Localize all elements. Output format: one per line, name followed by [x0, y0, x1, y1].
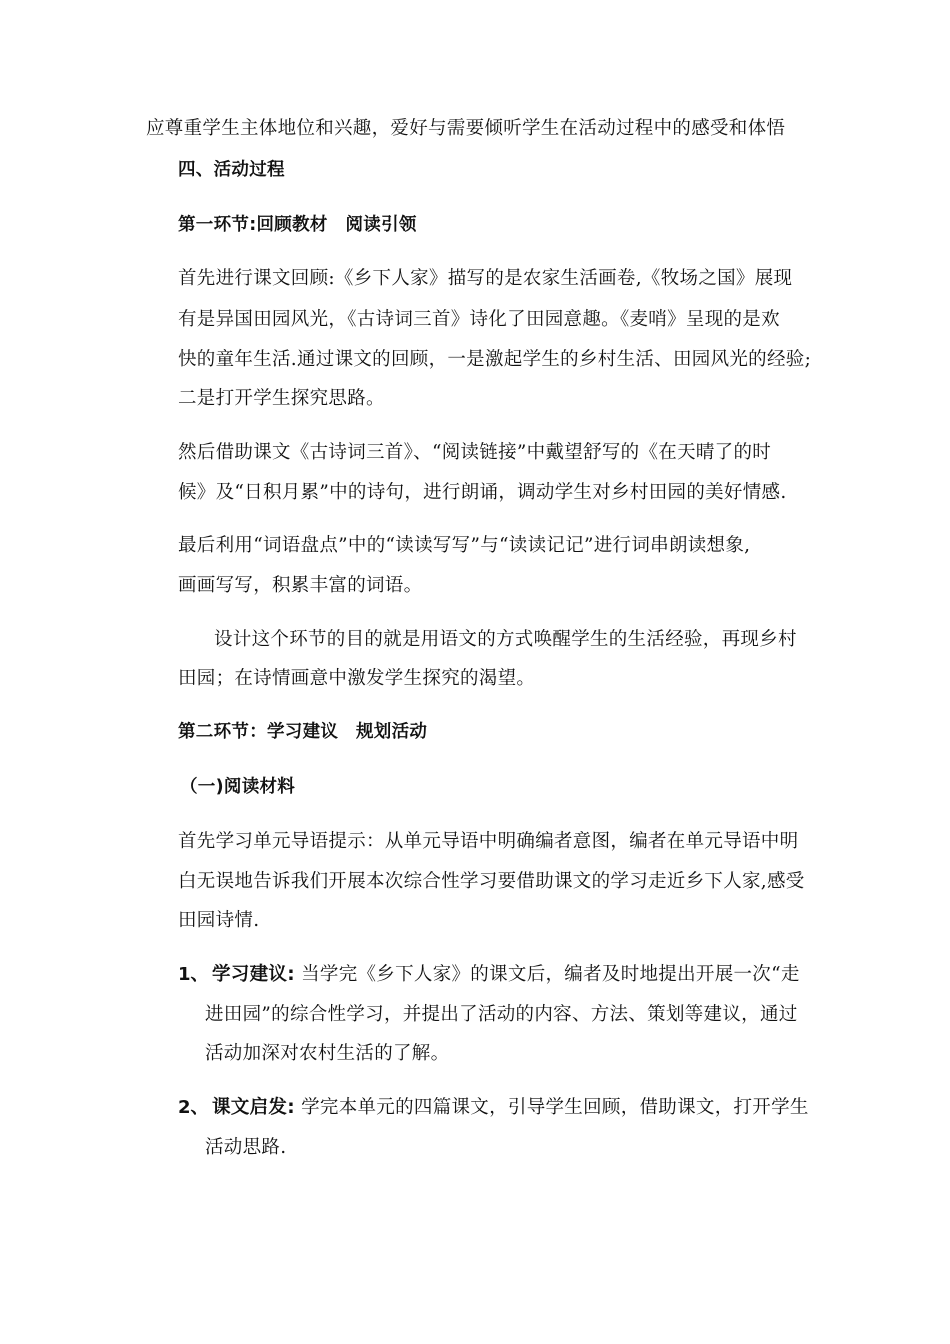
item2-label: 课文启发:	[212, 1097, 295, 1118]
step1-p3-line: 画画写写，积累丰富的词语。	[178, 575, 423, 596]
item1-number: 1、	[178, 964, 209, 985]
step2-heading: 第二环节：学习建议 规划活动	[178, 722, 428, 742]
item2-number: 2、	[178, 1097, 209, 1118]
step1-p1-line: 有是异国田园风光，《古诗词三首》诗化了田园意趣。《麦哨》呈现的是欢	[178, 309, 780, 330]
sub-heading: （一)阅读材料	[180, 777, 296, 797]
step1-p3-line: 最后利用“词语盘点”中的“读读写写”与“读读记记”进行词串朗读想象,	[178, 535, 751, 556]
item2-first-line	[212, 1093, 809, 1119]
step2-p1-line: 首先学习单元导语提示：从单元导语中明确编者意图，编者在单元导语中明	[178, 831, 799, 852]
intro-line: 应尊重学生主体地位和兴趣，爱好与需要倾听学生在活动过程中的感受和体悟	[146, 118, 786, 139]
section-heading: 四、活动过程	[178, 160, 285, 180]
step1-p4-line: 田园；在诗情画意中激发学生探究的渴望。	[178, 668, 536, 689]
step2-p1-line: 白无误地告诉我们开展本次综合性学习要借助课文的学习走近乡下人家,感受	[178, 871, 805, 892]
item2-text: 学完本单元的四篇课文，引导学生回顾，借助课文，打开学生	[301, 1097, 809, 1118]
item1-first-line	[212, 960, 800, 986]
step1-p2-line: 候》及“日积月累”中的诗句，进行朗诵，调动学生对乡村田园的美好情感.	[178, 482, 787, 503]
step1-p4-line: 设计这个环节的目的就是用语文的方式唤醒学生的生活经验，再现乡村	[214, 629, 797, 650]
step1-p1-line: 快的童年生活.通过课文的回顾，一是激起学生的乡村生活、田园风光的经验;	[178, 349, 812, 370]
step1-p1-line: 首先进行课文回顾:《乡下人家》描写的是农家生活画卷,《牧场之国》展现	[178, 268, 793, 289]
item1-text: 当学完《乡下人家》的课文后，编者及时地提出开展一次“走	[301, 964, 800, 985]
item1-label: 学习建议:	[212, 964, 295, 985]
step1-heading: 第一环节:回顾教材 阅读引领	[178, 215, 417, 235]
step1-p2-line: 然后借助课文《古诗词三首》、“阅读链接”中戴望舒写的《在天晴了的时	[178, 442, 772, 463]
item1-line: 活动加深对农村生活的了解。	[205, 1043, 450, 1064]
step1-p1-line: 二是打开学生探究思路。	[178, 388, 385, 409]
item1-line: 进田园”的综合性学习，并提出了活动的内容、方法、策划等建议，通过	[205, 1004, 798, 1025]
step2-p1-line: 田园诗情.	[178, 910, 260, 931]
item2-line: 活动思路.	[205, 1137, 287, 1158]
